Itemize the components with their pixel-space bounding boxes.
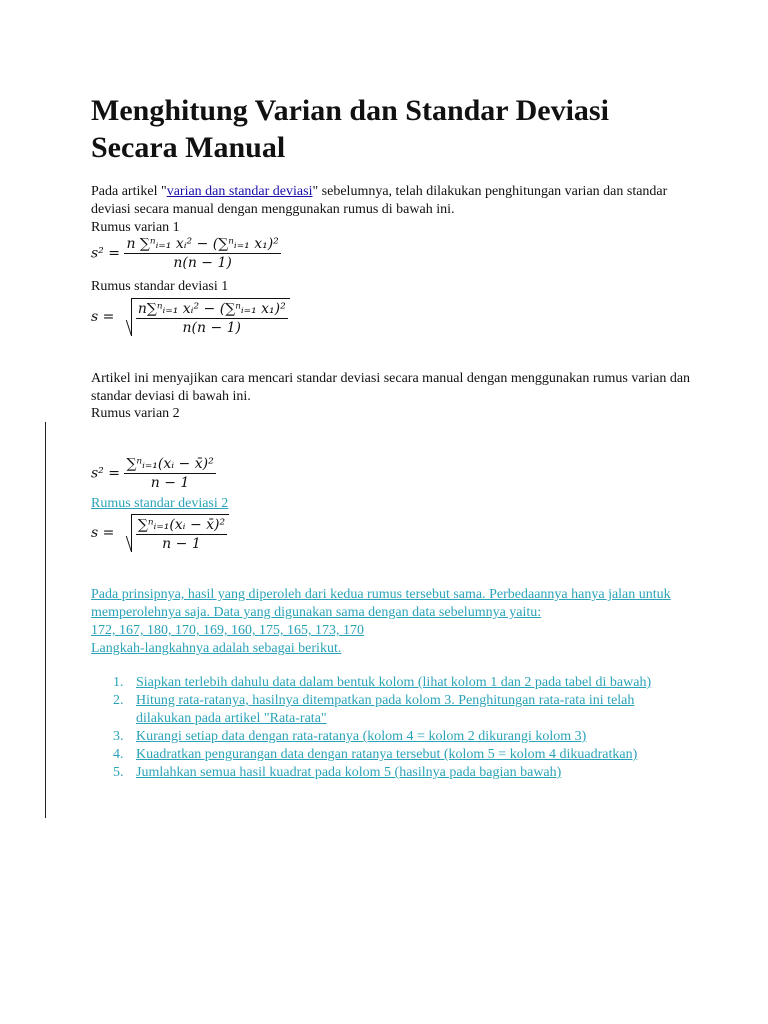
page-title: Menghitung Varian dan Standar Deviasi Secara Manual bbox=[91, 94, 609, 164]
steps-intro: Langkah-langkahnya adalah sebagai berikut. bbox=[91, 641, 342, 656]
formula-stdev-1 bbox=[91, 298, 290, 336]
list-item: 4. Kuadratkan pengurangan data dengan ratanya tersebut (kolom 5 = kolom 4 dikuadratkan) bbox=[113, 747, 638, 762]
intro-text-post: " sebelumnya, telah dilakukan penghitungan varian dan standar deviasi secara manual dengan menggunakan rumus di bawah ini. bbox=[91, 184, 668, 217]
label-varian-2: Rumus varian 2 bbox=[91, 406, 180, 421]
sqrt-symbol bbox=[119, 514, 229, 552]
formula-fraction bbox=[136, 517, 227, 552]
data-values: 172, 167, 180, 170, 169, 160, 175, 165, 173, 170 bbox=[91, 623, 364, 638]
article-body-paragraph: Artikel ini menyajikan cara mencari standar deviasi secara manual dengan menggunakan rumus varian dan standar deviasi di bawah ini. bbox=[91, 371, 691, 404]
intro-text-pre: Pada artikel " bbox=[91, 184, 167, 199]
formula-lhs: s² = bbox=[91, 245, 120, 262]
formula-lhs: s² = bbox=[91, 465, 120, 482]
formula-numerator: ∑ⁿᵢ₌₁(xᵢ − x̄)² bbox=[126, 456, 214, 472]
list-item: 5. Jumlahkan semua hasil kuadrat pada kolom 5 (hasilnya pada bagian bawah) bbox=[113, 765, 562, 780]
formula-fraction bbox=[124, 456, 215, 491]
label-varian-1: Rumus varian 1 bbox=[91, 220, 180, 235]
principle-paragraph: Pada prinsipnya, hasil yang diperoleh dari kedua rumus tersebut sama. Perbedaannya hanya jalan untuk memperolehnya saja. Data yang digunakan sama dengan data sebelumnya yaitu: bbox=[91, 587, 671, 620]
formula-fraction bbox=[136, 301, 288, 336]
formula-lhs: s = bbox=[91, 309, 115, 325]
list-item: 1. Siapkan terlebih dahulu data dalam bentuk kolom (lihat kolom 1 dan 2 pada tabel di bawah) bbox=[113, 675, 652, 690]
formula-fraction bbox=[124, 236, 280, 271]
formula-numerator: n ∑ⁿᵢ₌₁ xᵢ² − (∑ⁿᵢ₌₁ x₁)² bbox=[126, 236, 279, 252]
formula-stdev-2 bbox=[91, 514, 229, 552]
margin-line bbox=[45, 422, 46, 818]
formula-denominator: n − 1 bbox=[150, 475, 190, 491]
varian-stdev-link[interactable]: varian dan standar deviasi bbox=[166, 184, 313, 199]
label-stdev-2: Rumus standar deviasi 2 bbox=[91, 496, 229, 511]
formula-denominator: n − 1 bbox=[162, 536, 201, 552]
formula-numerator: n∑ⁿᵢ₌₁ xᵢ² − (∑ⁿᵢ₌₁ x₁)² bbox=[137, 301, 286, 317]
label-stdev-1: Rumus standar deviasi 1 bbox=[91, 279, 229, 294]
list-item: 2. Hitung rata-ratanya, hasilnya ditempatkan pada kolom 3. Penghitungan rata-rata ini telah dilakukan pada artikel "Rata-rata" bbox=[113, 693, 635, 726]
sqrt-symbol bbox=[119, 298, 290, 336]
formula-varian-2 bbox=[91, 456, 216, 491]
formula-varian-1 bbox=[91, 236, 281, 271]
formula-denominator: n(n − 1) bbox=[173, 255, 232, 271]
formula-numerator: ∑ⁿᵢ₌₁(xᵢ − x̄)² bbox=[137, 517, 226, 533]
steps-list bbox=[91, 674, 691, 782]
list-item: 3. Kurangi setiap data dengan rata-ratanya (kolom 4 = kolom 2 dikurangi kolom 3) bbox=[113, 729, 587, 744]
formula-denominator: n(n − 1) bbox=[182, 320, 242, 336]
intro-paragraph bbox=[91, 183, 691, 219]
formula-lhs: s = bbox=[91, 525, 115, 541]
